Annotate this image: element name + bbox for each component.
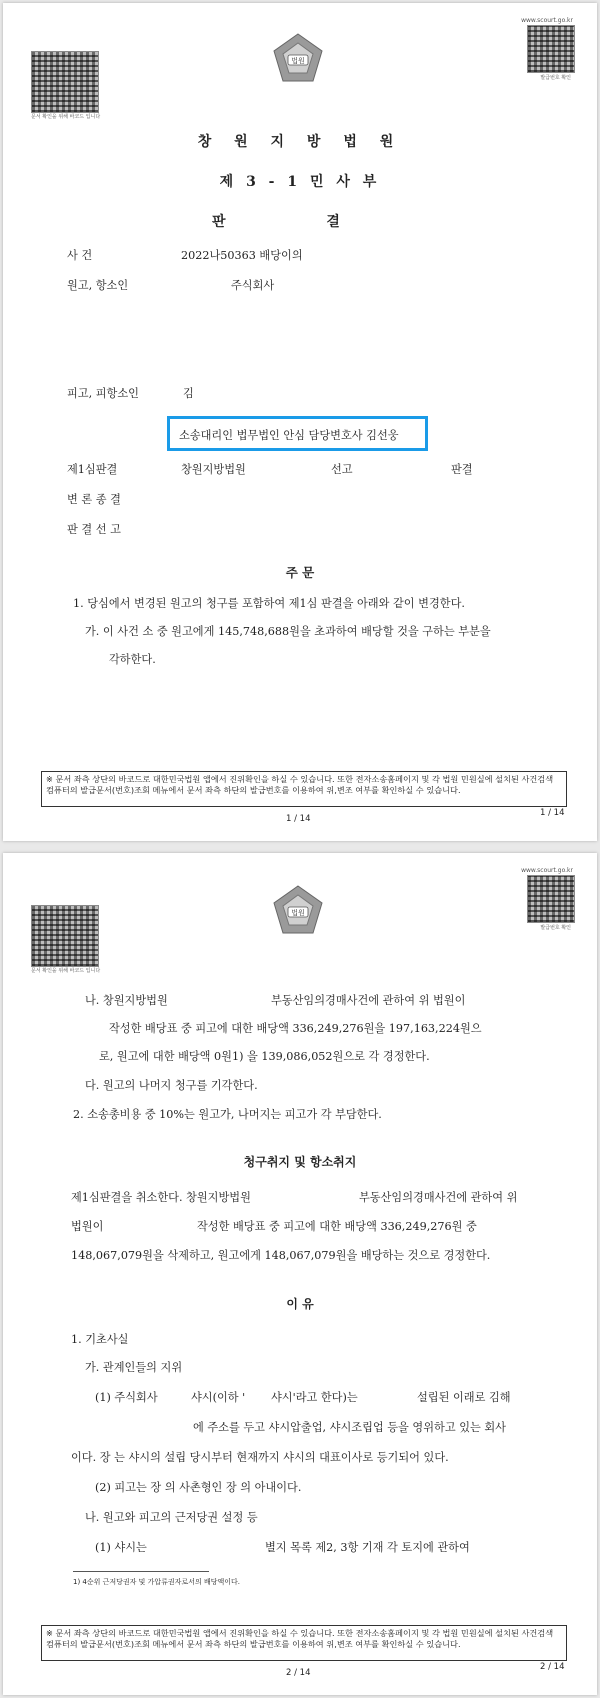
reason-1-na: 나. 원고와 피고의 근저당권 설정 등 <box>85 1511 258 1524</box>
claim-line1-start: 제1심판결을 취소한다. 창원지방법원 <box>71 1191 251 1204</box>
case-label: 사 건 <box>67 249 93 262</box>
order-item-1c: 다. 원고의 나머지 청구를 기각한다. <box>85 1079 258 1092</box>
plaintiff-label: 원고, 항소인 <box>67 279 129 292</box>
court-name: 창 원 지 방 법 원 <box>197 134 403 150</box>
first-instance-announce: 선고 <box>331 463 353 476</box>
order-item-1b-end: 부동산임의경매사건에 관하여 위 법원이 <box>271 994 466 1007</box>
verification-notice: ※ 문서 좌측 상단의 바코드로 대한민국법원 앱에서 진위확인을 하실 수 있습니다. 또한 전자소송홈페이지 및 각 법원 민원실에 설치된 사건검색 컴퓨터의 발급문서(번호)조회 메뉴에서 문서 좌측 하단의 발급번호를 이용하여 위,변조 여부를 확인하실 수 있습니다. <box>41 1625 567 1661</box>
closing-label: 변 론 종 결 <box>67 493 121 506</box>
page-number-center: 1 / 14 <box>286 814 311 824</box>
reason-section-1: 1. 기초사실 <box>71 1333 129 1346</box>
qr-caption: 발급번호 확인 <box>540 75 571 81</box>
order-item-1a-cont: 각하한다. <box>109 653 156 666</box>
seal-label: 법원 <box>291 909 305 917</box>
reason-1-ga-1b: 샤시(이하 ' <box>191 1391 246 1404</box>
verification-notice: ※ 문서 좌측 상단의 바코드로 대한민국법원 앱에서 진위확인을 하실 수 있습니다. 또한 전자소송홈페이지 및 각 법원 민원실에 설치된 사건검색 컴퓨터의 발급문서(번호)조회 메뉴에서 문서 좌측 하단의 발급번호를 이용하여 위,변조 여부를 확인하실 수 있습니다. <box>41 771 567 807</box>
barcode-verification <box>31 51 99 113</box>
claim-title: 청구취지 및 항소취지 <box>243 1155 357 1169</box>
sentence-label: 판 결 선 고 <box>67 523 121 536</box>
claim-line3: 148,067,079원을 삭제하고, 원고에게 148,067,079원을 배당하는 것으로 경정한다. <box>71 1249 491 1262</box>
claim-line1-end: 부동산임의경매사건에 관하여 위 <box>359 1191 518 1204</box>
court-seal-icon <box>270 883 326 939</box>
court-url: www.scourt.go.kr <box>521 867 573 874</box>
first-instance-label: 제1심판결 <box>67 463 118 476</box>
reason-1-na-1b: 별지 목록 제2, 3항 기재 각 토지에 관하여 <box>265 1541 470 1554</box>
document-page-1 <box>3 3 597 841</box>
reason-1-ga: 가. 관계인들의 지위 <box>85 1361 183 1374</box>
order-item-1: 1. 당심에서 변경된 원고의 청구를 포함하여 제1심 판결을 아래와 같이 변경한다. <box>73 597 465 610</box>
claim-line2-end: 작성한 배당표 중 피고에 대한 배당액 336,249,276원 중 <box>197 1220 477 1233</box>
first-instance-court: 창원지방법원 <box>181 463 246 476</box>
defendant-value: 김 <box>183 387 194 400</box>
footnote: 1) 4순위 근저당권자 및 가압류권자로서의 배당액이다. <box>73 1578 240 1586</box>
reason-1-ga-1f: 이다. 장 는 샤시의 설립 당시부터 현재까지 샤시의 대표이사로 등기되어 있다. <box>71 1451 449 1464</box>
order-item-1a: 가. 이 사건 소 중 원고에게 145,748,688원을 초과하여 배당할 것을 구하는 부분을 <box>85 625 491 638</box>
page-number-center: 2 / 14 <box>286 1668 311 1678</box>
department-name: 제 3 - 1 민 사 부 <box>219 174 381 190</box>
order-title: 주 문 <box>285 565 315 580</box>
page-number-right: 2 / 14 <box>540 1662 565 1672</box>
reason-1-ga-1d: 설립된 이래로 김해 <box>417 1391 511 1404</box>
reason-title: 이 유 <box>286 1297 314 1311</box>
reason-1-ga-1e: 에 주소를 두고 샤시압출업, 샤시조립업 등을 영위하고 있는 회사 <box>193 1421 506 1434</box>
qr-code <box>527 875 575 923</box>
order-item-1b-start: 나. 창원지방법원 <box>85 994 168 1007</box>
plaintiff-value: 주식회사 <box>231 279 275 292</box>
reason-1-ga-2: (2) 피고는 장 의 사촌형인 장 의 아내이다. <box>95 1481 302 1494</box>
qr-code <box>527 25 575 73</box>
order-item-1b-line3: 로, 원고에 대한 배당액 0원1) 을 139,086,052원으로 각 경정한다. <box>99 1050 430 1063</box>
court-seal-icon <box>270 31 326 87</box>
judgment-title: 판 결 <box>212 214 388 230</box>
seal-label: 법원 <box>291 57 305 65</box>
reason-1-na-1a: (1) 샤시는 <box>95 1541 147 1554</box>
order-item-2: 2. 소송총비용 중 10%는 원고가, 나머지는 피고가 각 부담한다. <box>73 1108 382 1121</box>
claim-line2-start: 법원이 <box>71 1220 104 1233</box>
barcode-caption: 문서 확인을 위해 바코드 입니다 <box>31 114 101 120</box>
document-page-2 <box>3 853 597 1695</box>
case-value: 2022나50363 배당이의 <box>181 249 303 262</box>
footnote-rule <box>73 1571 209 1572</box>
first-instance-judgment: 판결 <box>451 463 473 476</box>
reason-1-ga-1c: 샤시'라고 한다)는 <box>271 1391 358 1404</box>
barcode-caption: 문서 확인을 위해 바코드 입니다 <box>31 968 101 974</box>
order-item-1b-line2: 작성한 배당표 중 피고에 대한 배당액 336,249,276원을 197,163,224원으 <box>109 1022 482 1035</box>
court-url: www.scourt.go.kr <box>521 17 573 24</box>
reason-1-ga-1a: (1) 주식회사 <box>95 1391 158 1404</box>
barcode-verification <box>31 905 99 967</box>
attorney-text: 소송대리인 법무법인 안심 담당변호사 김선웅 <box>179 429 399 442</box>
page-number-right: 1 / 14 <box>540 808 565 818</box>
qr-caption: 발급번호 확인 <box>540 925 571 931</box>
defendant-label: 피고, 피항소인 <box>67 387 139 400</box>
